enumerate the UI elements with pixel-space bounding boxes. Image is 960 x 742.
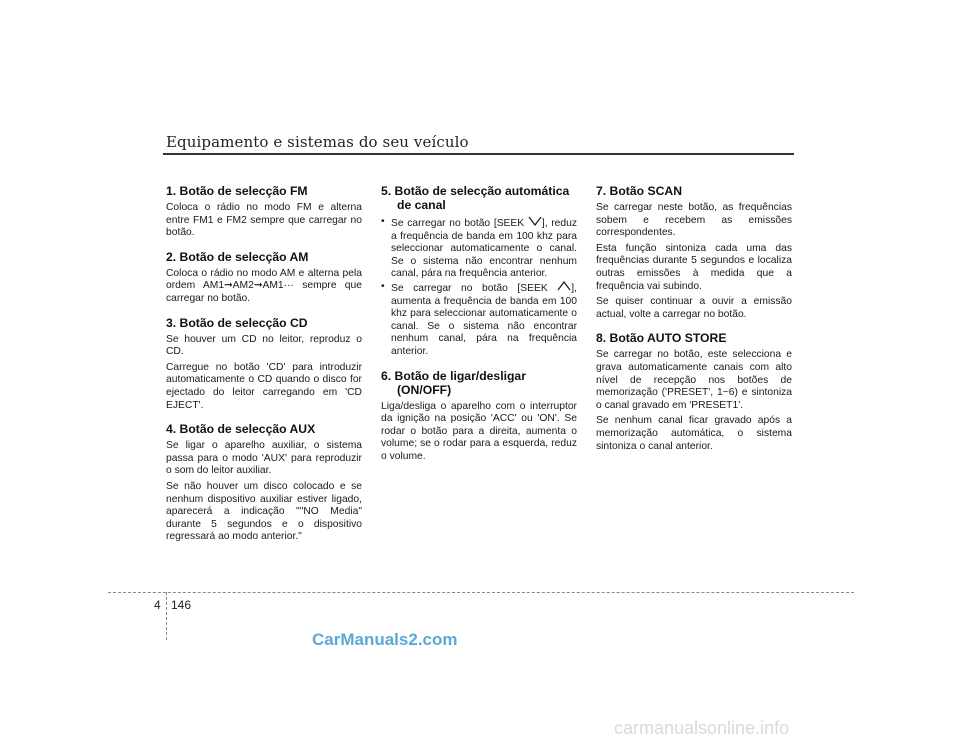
section-heading: 3. Botão de selecção CD — [166, 315, 308, 330]
paragraph: Coloca o rádio no modo FM e alterna entre FM1 e FM2 sempre que carregar no botão. — [166, 202, 362, 239]
section-seek — [381, 184, 577, 359]
header-rule — [163, 153, 794, 155]
bullet-list — [381, 216, 577, 359]
paragraph: Se quiser continuar a ouvir a emissão actual, volte a carregar no botão. — [596, 296, 792, 320]
section-heading — [381, 369, 577, 397]
heading-line-1: 6. Botão de ligar/desligar — [381, 368, 526, 383]
paragraph: Liga/desliga o aparelho com o interruptor da ignição na posição 'ACC' ou 'ON'. Se rodar o botão para a direita, aumenta o volume; se o rodar para a esquerda, reduz o volume. — [381, 400, 577, 462]
paragraph: Se não houver um disco colocado e se nenhum dispositivo auxiliar estiver ligado, aparecerá a indicação ""NO Media" durante 5 segundos e o dispositivo regressará ao modo anterior." — [166, 480, 362, 543]
list-item — [381, 216, 577, 281]
column-2 — [381, 184, 577, 474]
heading-line-2: de canal — [397, 198, 446, 212]
chevron-down-icon — [528, 216, 542, 231]
page-number-divider — [166, 592, 167, 640]
bullet-text-post: ], reduz a frequência de banda em 100 khz para seleccionar automaticamente o canal. Se o sistema não encontrar nenhum canal, pára na frequência anterior. — [391, 218, 577, 280]
column-3 — [596, 184, 792, 463]
list-item — [381, 281, 577, 359]
section-scan — [596, 184, 792, 321]
section-heading: 1. Botão de selecção FM — [166, 184, 308, 198]
bullet-text-pre: Se carregar no botão [SEEK — [391, 283, 548, 294]
chapter-number: 4 — [154, 598, 161, 612]
chevron-up-icon — [557, 281, 571, 296]
paragraph: Carregue no botão 'CD' para introduzir automaticamente o CD quando o disco for ejectado do leitor carregando em 'CD EJECT'. — [166, 361, 362, 411]
paragraph: Se carregar no botão, este selecciona e grava automaticamente canais com alto nível de recepção nos botões de memorização ('PRESET', 1~6) e sintoniza o canal gravado em 'PRESET1'. — [596, 349, 792, 411]
section-am — [166, 250, 362, 306]
paragraph: Se carregar neste botão, as frequências sobem e recebem as emissões correspondentes. — [596, 202, 792, 239]
bullet-text-pre: Se carregar no botão [SEEK — [391, 218, 525, 230]
section-power — [381, 369, 577, 464]
section-heading: 2. Botão de selecção AM — [166, 249, 309, 264]
paragraph: Se houver um CD no leitor, reproduz o CD. — [166, 333, 362, 358]
paragraph: Se ligar o aparelho auxiliar, o sistema passa para o modo 'AUX' para reproduzir o som do leitor auxiliar. — [166, 440, 362, 477]
heading-line-1: 5. Botão de selecção automática — [381, 184, 570, 198]
paragraph: Esta função sintoniza cada uma das frequências durante 5 segundos e localiza outras emissões à medida que a frequência vai subindo. — [596, 242, 792, 292]
section-heading — [381, 184, 577, 212]
watermark-link[interactable]: CarManuals2.com — [312, 630, 458, 649]
watermark-text: carmanualsonline.info — [614, 718, 790, 738]
section-fm — [166, 184, 362, 240]
footer-divider — [108, 592, 854, 593]
page-header-title: Equipamento e sistemas do seu veículo — [166, 133, 469, 151]
bullet-text-post: ], aumenta a frequência de banda em 100 khz para seleccionar automaticamente o canal. Se o sistema não encontrar nenhum canal, pára na frequência anterior. — [391, 283, 577, 357]
page-number: 146 — [171, 598, 192, 612]
paragraph: Coloca o rádio no modo AM e alterna pela ordem AM1➞AM2➞AM1··· sempre que carregar no botão. — [166, 267, 362, 304]
section-auto-store — [596, 331, 792, 453]
section-aux — [166, 422, 362, 544]
column-1 — [166, 184, 362, 554]
section-heading: 7. Botão SCAN — [596, 184, 682, 198]
heading-line-2: (ON/OFF) — [397, 382, 452, 397]
section-cd — [166, 316, 362, 413]
paragraph: Se nenhum canal ficar gravado após a memorização automática, o sistema sintoniza o canal anterior. — [596, 415, 792, 452]
section-heading: 4. Botão de selecção AUX — [166, 422, 316, 437]
section-heading: 8. Botão AUTO STORE — [596, 331, 727, 346]
